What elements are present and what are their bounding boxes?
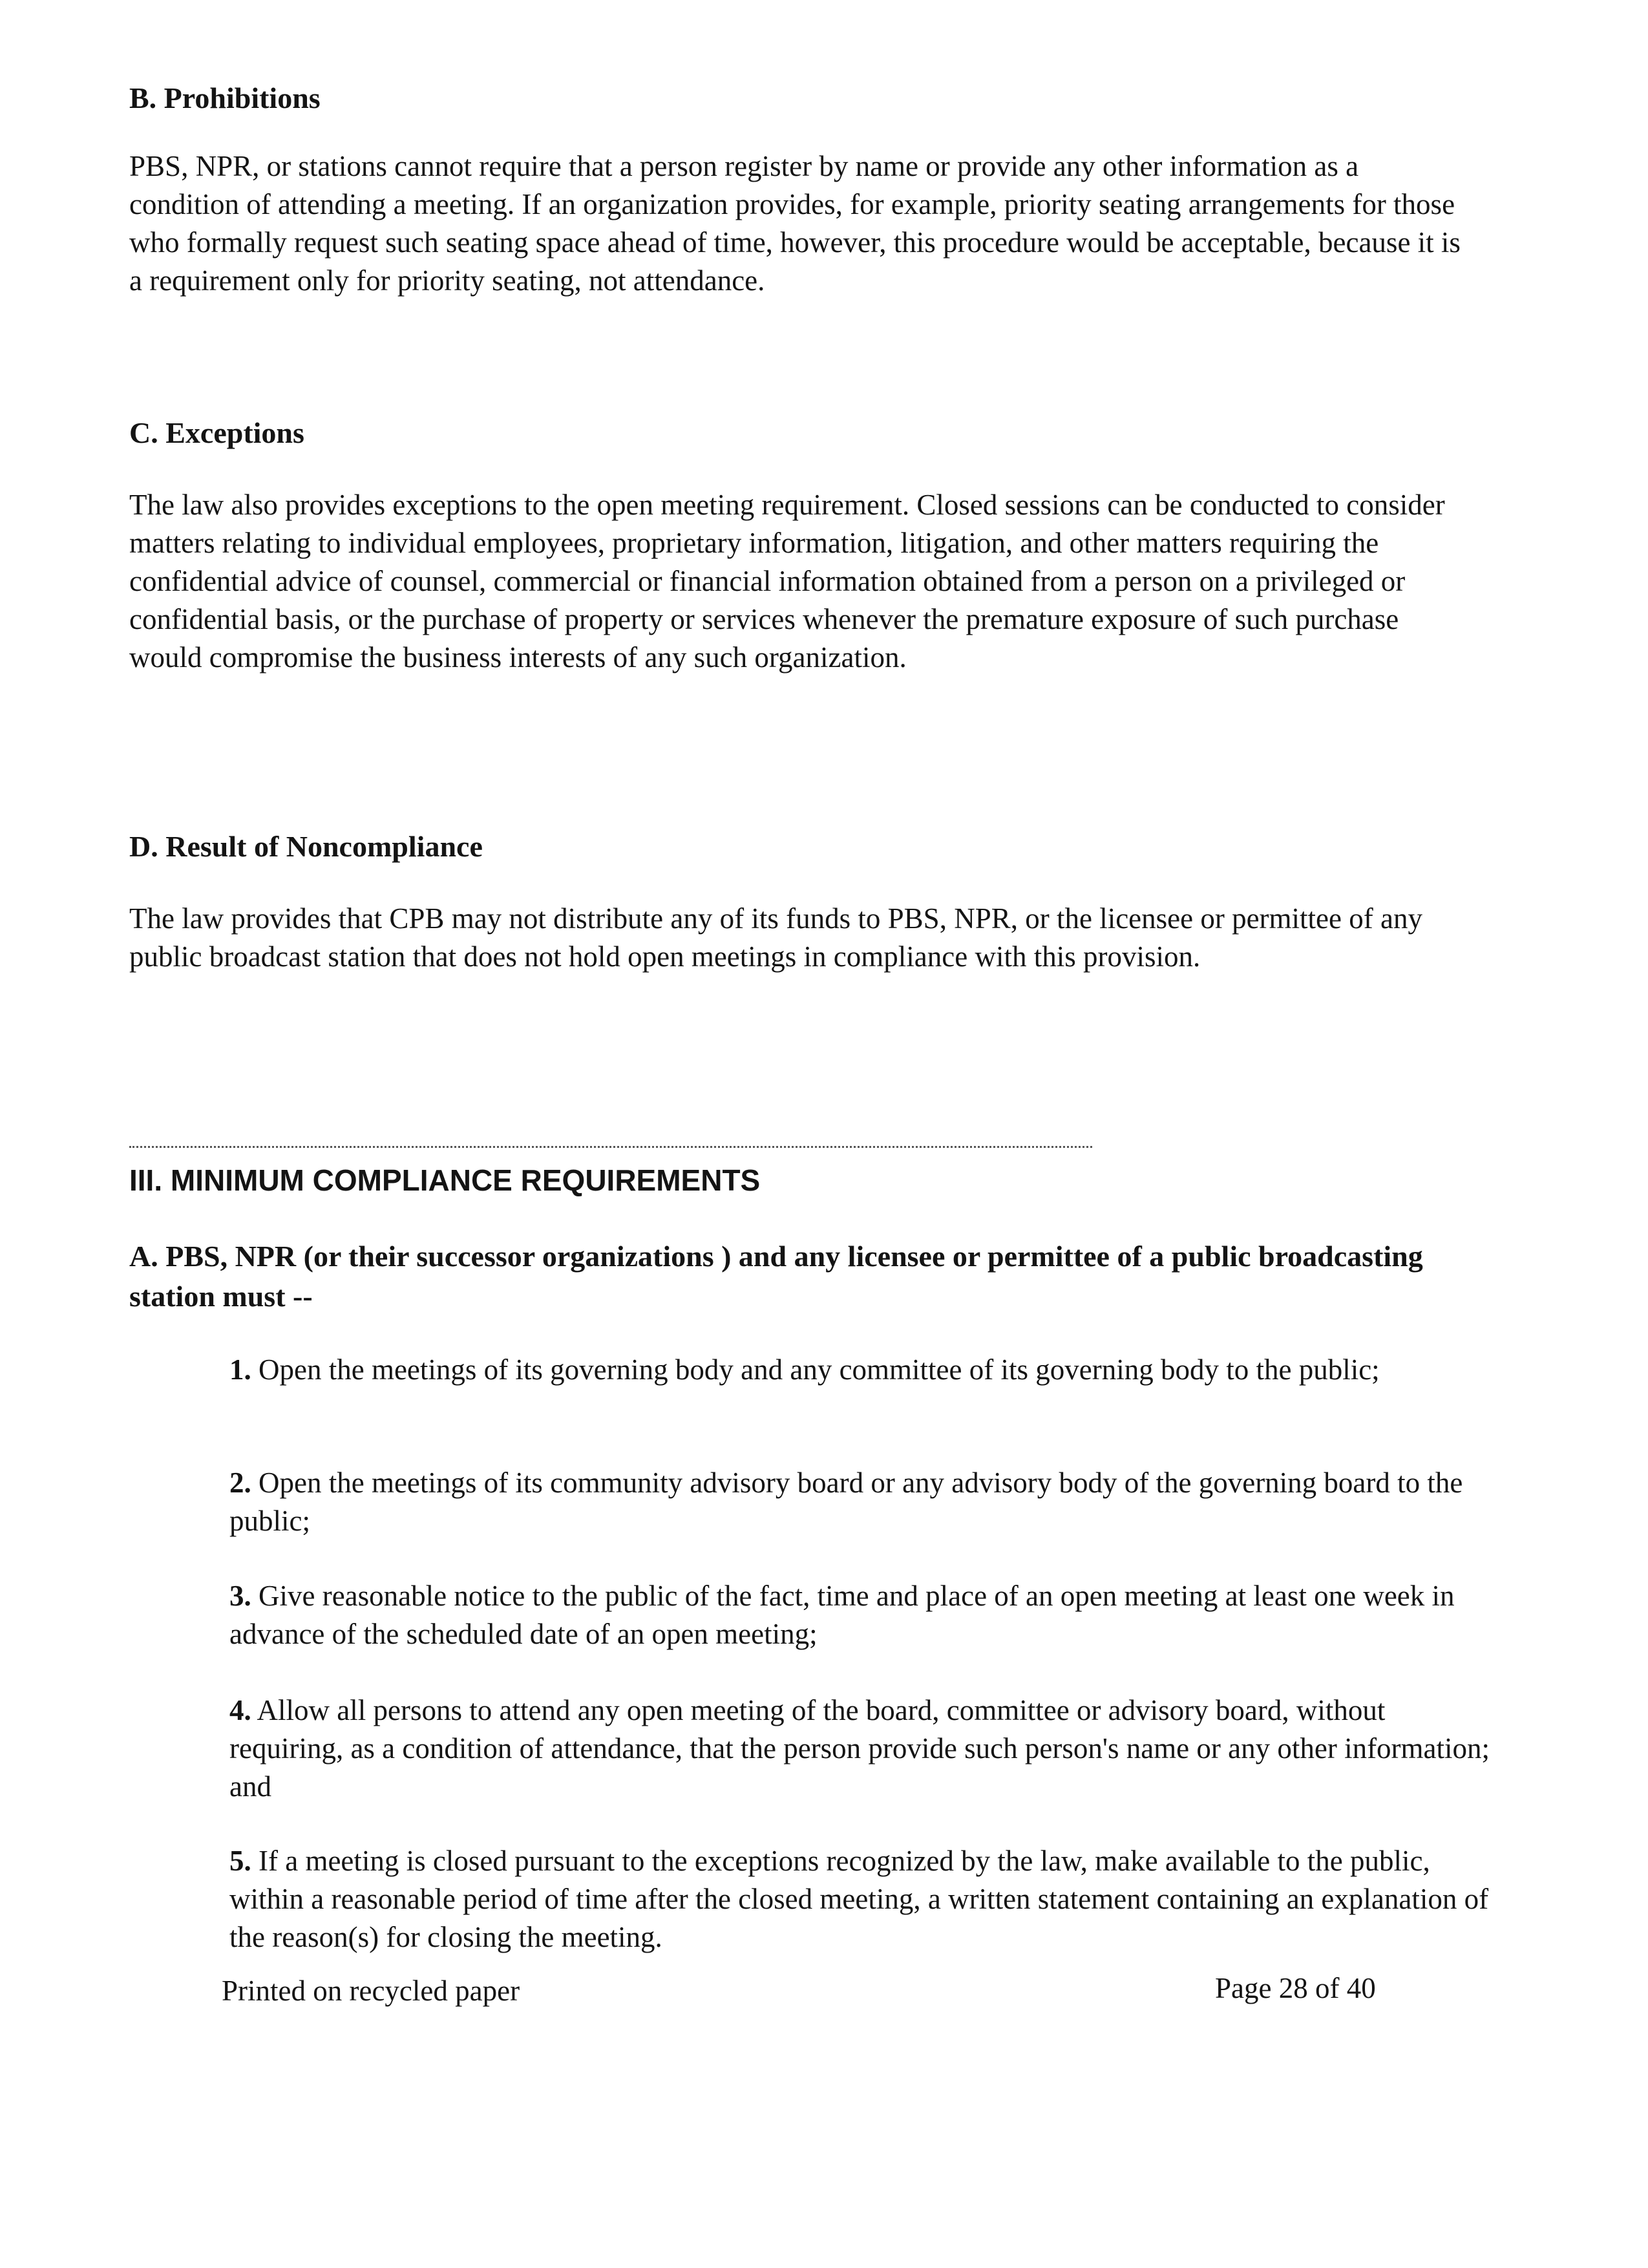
- item-text: Give reasonable notice to the public of the fact, time and place of an open meeting at least one week in advance of the scheduled date of an open meeting;: [229, 1580, 1455, 1650]
- item-number: 1.: [229, 1353, 251, 1386]
- heading-prohibitions: B. Prohibitions: [129, 81, 321, 114]
- item-text: Open the meetings of its governing body and any committee of its governing body to the public;: [259, 1353, 1380, 1386]
- paragraph-prohibitions: PBS, NPR, or stations cannot require that a person register by name or provide any other information as a condition of attending a meeting. If an organization provides, for example, priority seating arrangements for those who formally request such seating space ahead of time, however, this procedure would be acceptable, because it is a requirement only for priority seating, not attendance.: [129, 150, 1461, 297]
- heading-exceptions: C. Exceptions: [129, 416, 304, 449]
- item-text: If a meeting is closed pursuant to the exceptions recognized by the law, make available to the public, within a reasonable period of time after the closed meeting, a written statement containing an explanation of the reason(s) for closing the meeting.: [229, 1845, 1489, 1953]
- item-text: Open the meetings of its community advisory board or any advisory body of the governing board to the public;: [229, 1467, 1463, 1537]
- item-number: 3.: [229, 1580, 251, 1612]
- requirement-item-2: [229, 1464, 1496, 1540]
- section-title-minimum-compliance: III. MINIMUM COMPLIANCE REQUIREMENTS: [129, 1163, 761, 1197]
- requirement-item-1: [229, 1351, 1496, 1389]
- subheading-requirements: A. PBS, NPR (or their successor organizations ) and any licensee or permittee of a public broadcasting station must --: [129, 1240, 1423, 1313]
- paragraph-exceptions: The law also provides exceptions to the open meeting requirement. Closed sessions can be conducted to consider matters relating to individual employees, proprietary information, litigation, and other matters requiring the confidential advice of counsel, commercial or financial information obtained from a person on a privileged or confidential basis, or the purchase of property or services whenever the premature exposure of such purchase would compromise the business interests of any such organization.: [129, 489, 1445, 673]
- item-text: Allow all persons to attend any open meeting of the board, committee or advisory board, without requiring, as a condition of attendance, that the person provide such person's name or any other information; and: [229, 1694, 1490, 1803]
- dotted-divider: [129, 1146, 1092, 1148]
- heading-noncompliance: D. Result of Noncompliance: [129, 830, 483, 863]
- requirement-item-4: [229, 1691, 1496, 1806]
- footer-recycled-note: Printed on recycled paper: [222, 1975, 520, 2007]
- requirement-item-3: [229, 1577, 1496, 1653]
- item-number: 2.: [229, 1467, 251, 1499]
- item-number: 4.: [229, 1694, 251, 1726]
- paragraph-noncompliance: The law provides that CPB may not distribute any of its funds to PBS, NPR, or the licensee or permittee of any public broadcast station that does not hold open meetings in compliance with this provision.: [129, 902, 1422, 973]
- footer-page-number: Page 28 of 40: [1215, 1972, 1376, 2004]
- item-number: 5.: [229, 1845, 251, 1877]
- requirement-item-5: [229, 1842, 1496, 1956]
